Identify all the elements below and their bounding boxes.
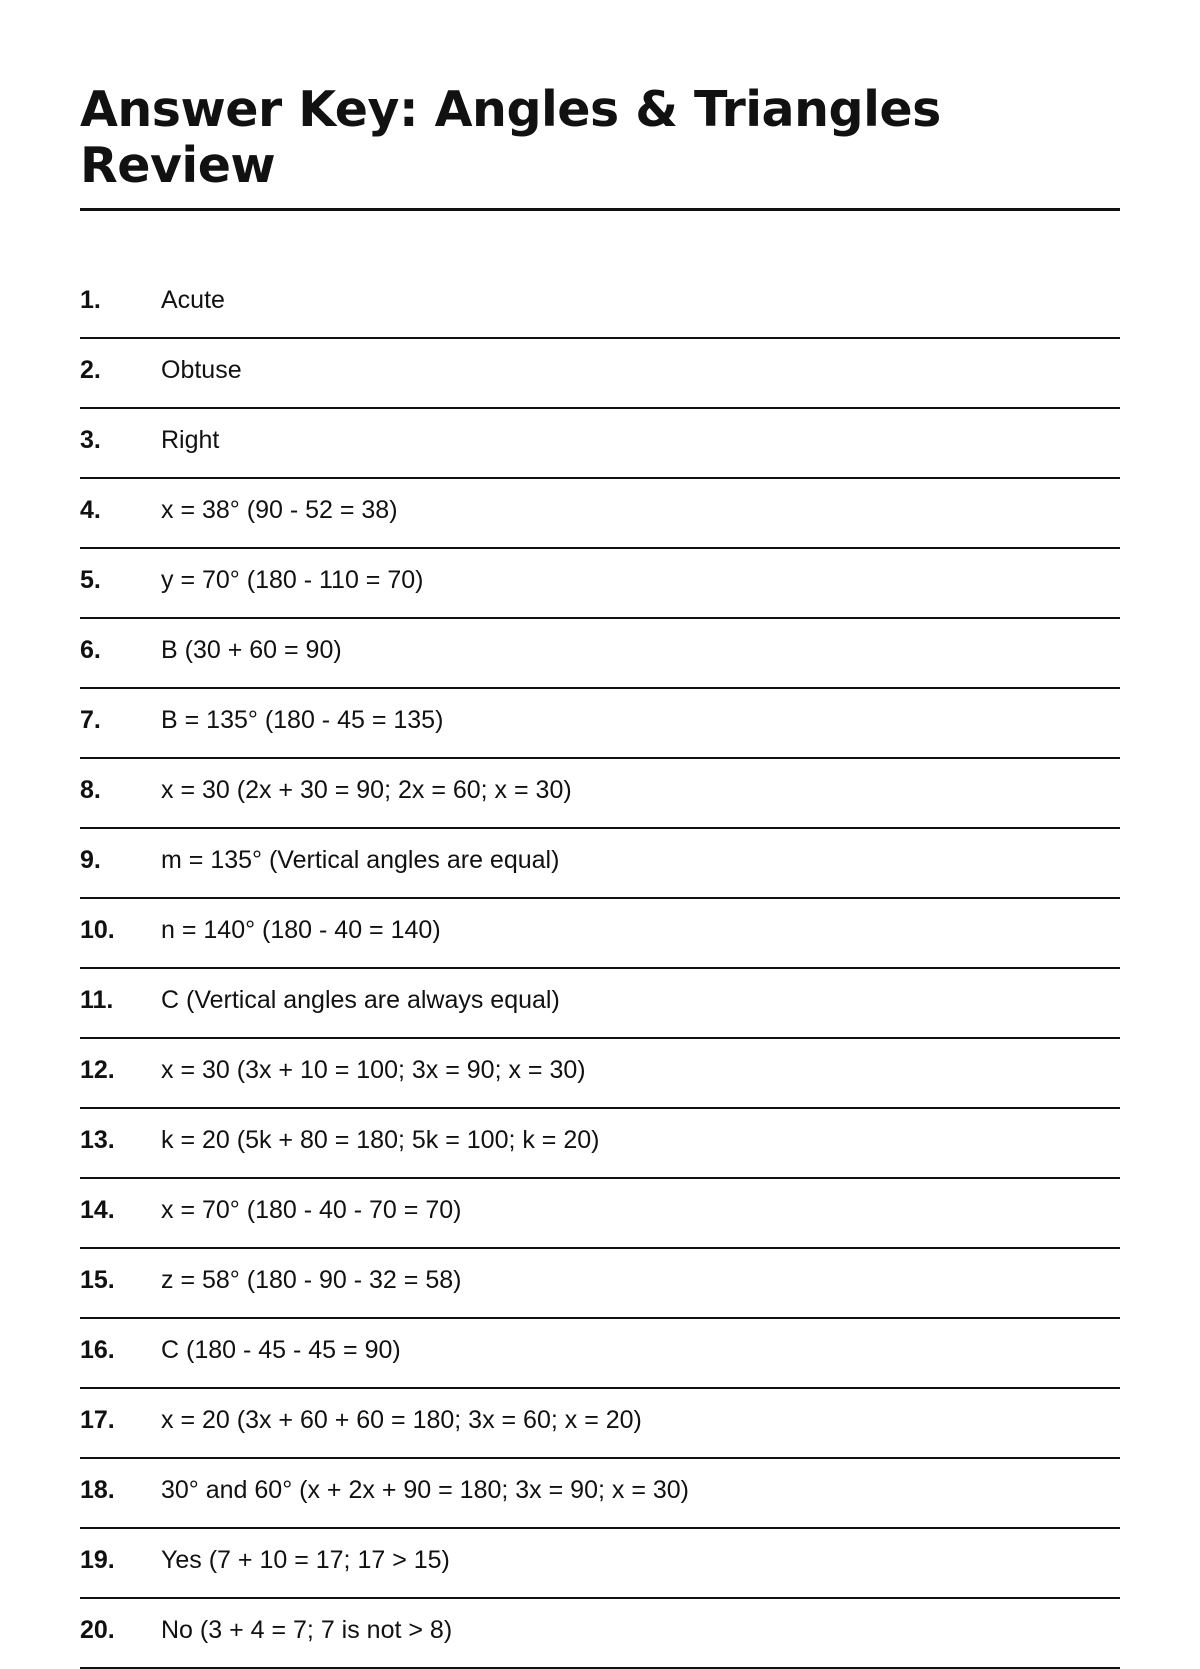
answer-text: m = 135° (Vertical angles are equal) xyxy=(161,846,560,874)
answer-row xyxy=(80,409,1120,479)
answer-row xyxy=(80,1529,1120,1599)
answer-number: 2. xyxy=(80,356,101,384)
answer-number: 12. xyxy=(80,1056,115,1084)
answer-row xyxy=(80,969,1120,1039)
answer-text: x = 70° (180 - 40 - 70 = 70) xyxy=(161,1196,462,1224)
answer-list xyxy=(80,269,1120,1669)
answer-text: y = 70° (180 - 110 = 70) xyxy=(161,566,424,594)
answer-row xyxy=(80,899,1120,969)
answer-text: x = 20 (3x + 60 + 60 = 180; 3x = 60; x = 20) xyxy=(161,1406,642,1434)
answer-row xyxy=(80,759,1120,829)
answer-row xyxy=(80,1249,1120,1319)
answer-text: Acute xyxy=(161,286,225,314)
answer-number: 11. xyxy=(80,986,114,1014)
answer-row xyxy=(80,619,1120,689)
answer-text: x = 38° (90 - 52 = 38) xyxy=(161,496,398,524)
answer-number: 17. xyxy=(80,1406,115,1434)
answer-row xyxy=(80,829,1120,899)
answer-number: 8. xyxy=(80,776,101,804)
answer-text: Right xyxy=(161,426,220,454)
answer-text: k = 20 (5k + 80 = 180; 5k = 100; k = 20) xyxy=(161,1126,600,1154)
answer-row xyxy=(80,1599,1120,1669)
answer-number: 18. xyxy=(80,1476,115,1504)
answer-number: 16. xyxy=(80,1336,115,1364)
page-title: Answer Key: Angles & Triangles Review xyxy=(80,81,941,194)
answer-text: B (30 + 60 = 90) xyxy=(161,636,342,664)
answer-number: 5. xyxy=(80,566,101,594)
answer-text: z = 58° (180 - 90 - 32 = 58) xyxy=(161,1266,462,1294)
answer-row xyxy=(80,1039,1120,1109)
answer-number: 9. xyxy=(80,846,101,874)
answer-number: 10. xyxy=(80,916,115,944)
answer-text: No (3 + 4 = 7; 7 is not > 8) xyxy=(161,1616,453,1644)
answer-number: 4. xyxy=(80,496,101,524)
answer-text: Obtuse xyxy=(161,356,242,384)
answer-row xyxy=(80,549,1120,619)
answer-row xyxy=(80,1459,1120,1529)
answer-row xyxy=(80,1389,1120,1459)
answer-number: 20. xyxy=(80,1616,115,1644)
answer-text: 30° and 60° (x + 2x + 90 = 180; 3x = 90; x = 30) xyxy=(161,1476,689,1504)
answer-number: 15. xyxy=(80,1266,115,1294)
answer-key-page xyxy=(80,0,1120,1669)
answer-text: B = 135° (180 - 45 = 135) xyxy=(161,706,444,734)
answer-text: n = 140° (180 - 40 = 140) xyxy=(161,916,441,944)
answer-text: Yes (7 + 10 = 17; 17 > 15) xyxy=(161,1546,450,1574)
answer-text: C (Vertical angles are always equal) xyxy=(161,986,560,1014)
answer-number: 1. xyxy=(80,286,101,314)
answer-row xyxy=(80,1319,1120,1389)
answer-number: 14. xyxy=(80,1196,115,1224)
answer-number: 7. xyxy=(80,706,101,734)
answer-row xyxy=(80,689,1120,759)
answer-number: 13. xyxy=(80,1126,115,1154)
answer-number: 6. xyxy=(80,636,101,664)
answer-row xyxy=(80,339,1120,409)
answer-row xyxy=(80,1179,1120,1249)
answer-text: C (180 - 45 - 45 = 90) xyxy=(161,1336,401,1364)
answer-text: x = 30 (2x + 30 = 90; 2x = 60; x = 30) xyxy=(161,776,572,804)
answer-row xyxy=(80,1109,1120,1179)
title-divider xyxy=(80,208,1120,211)
answer-number: 19. xyxy=(80,1546,115,1574)
answer-row xyxy=(80,479,1120,549)
answer-text: x = 30 (3x + 10 = 100; 3x = 90; x = 30) xyxy=(161,1056,586,1084)
answer-number: 3. xyxy=(80,426,101,454)
answer-row xyxy=(80,269,1120,339)
